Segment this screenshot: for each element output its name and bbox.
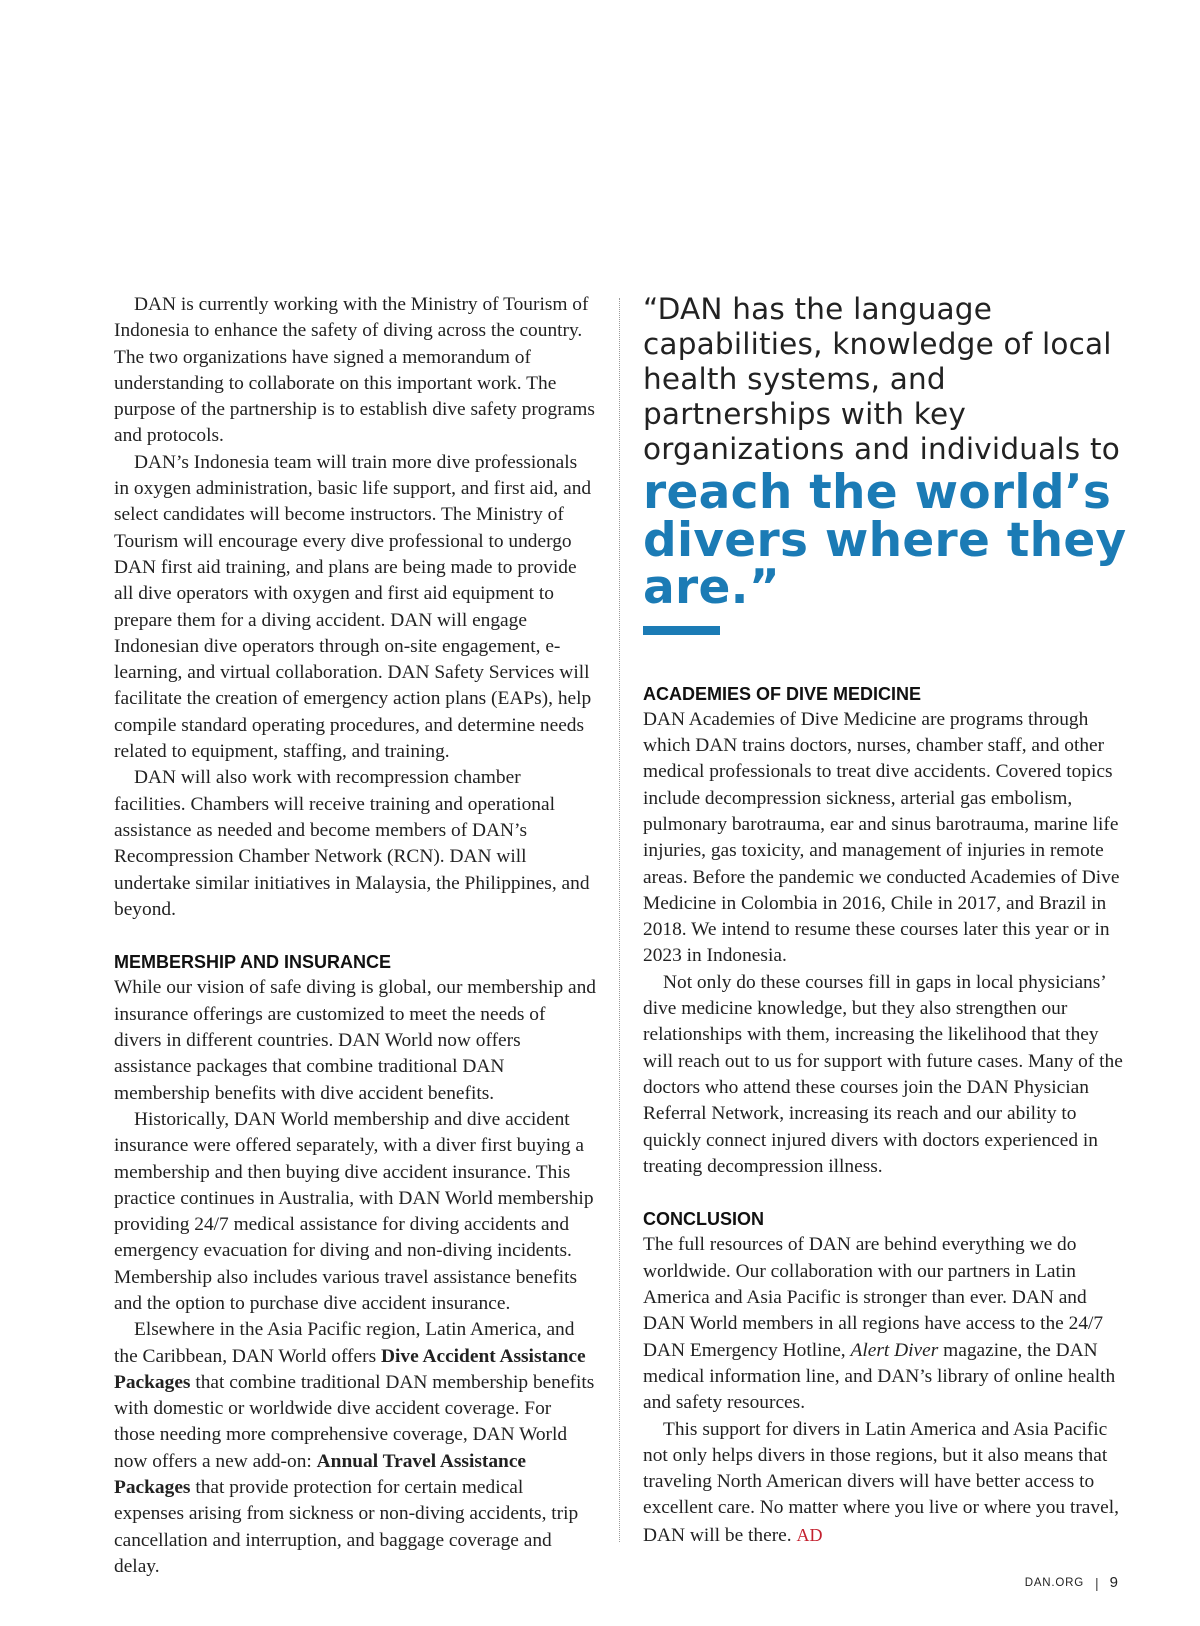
academies-heading: ACADEMIES OF DIVE MEDICINE bbox=[643, 683, 922, 704]
conclusion-heading: CONCLUSION bbox=[643, 1209, 764, 1230]
body-paragraph: DAN’s Indonesia team will train more dive professionals in oxygen administration, basic life support, and first aid, and select candidates will become instructors. The Ministry of Tourism will encourage every dive professional to undergo DAN first aid training, and plans are being made to provide all dive operators with oxygen and first aid equipment to prepare them for a diving accident. DAN will engage Indonesian dive operators through on-site engagement, e-learning, and virtual collaboration. DAN Safety Services will facilitate the creation of emergency action plans (EAPs), help compile standard operating procedures, and determine needs related to equipment, staffing, and training. bbox=[114, 451, 592, 763]
body-paragraph: While our vision of safe diving is global, our membership and insurance offerings are customized to meet the needs of divers in different countries. DAN World now offers assistance packages that combine traditional DAN membership benefits with dive accident benefits. bbox=[114, 977, 596, 1104]
page-footer bbox=[1025, 1574, 1118, 1591]
body-paragraph bbox=[643, 1417, 1128, 1549]
right-column bbox=[643, 292, 1128, 1549]
body-paragraph bbox=[643, 1232, 1128, 1416]
text-run: The full resources of DAN are behind everything we do worldwide. Our collaboration with our partners in Latin America and Asia Pacific is stronger than ever. DAN and DAN World members in all regions have access to the 24/7 DAN Emergency Hotline, bbox=[643, 1234, 1104, 1361]
text-run: that provide protection for certain medical expenses arising from sickness or non-diving accidents, trip cancellation and interruption, and baggage coverage and delay. bbox=[114, 1477, 579, 1577]
body-paragraph: Not only do these courses fill in gaps in local physicians’ dive medicine knowledge, but they also strengthen our relationships with them, increasing the likelihood that they will reach out to us for support with future cases. Many of the doctors who attend these courses join the DAN Physician Referral Network, increasing its reach and our ability to quickly connect injured divers with doctors experienced in treating decompression illness. bbox=[643, 971, 1123, 1177]
text-run: This support for divers in Latin America and Asia Pacific not only helps divers in those regions, but it also means that traveling North American divers will have better access to excellent care. No matter where you live or where you travel, DAN will be there. bbox=[643, 1418, 1119, 1546]
end-mark: AD bbox=[796, 1524, 823, 1545]
section-spacer bbox=[114, 923, 596, 949]
body-paragraph: DAN Academies of Dive Medicine are programs through which DAN trains doctors, nurses, chamber staff, and other medical professionals to treat dive accidents. Covered topics include decompression sickness, arterial gas embolism, pulmonary barotrauma, ear and sinus barotrauma, marine life injuries, gas toxicity, and management of injuries in remote areas. Before the pandemic we conducted Academies of Dive Medicine in Colombia in 2016, Chile in 2017, and Brazil in 2018. We intend to resume these courses later this year or in 2023 in Indonesia. bbox=[643, 708, 1120, 967]
pull-quote-emphasis: reach the world’s divers where they are.” bbox=[643, 465, 1127, 615]
footer-site: DAN.ORG bbox=[1024, 1576, 1085, 1589]
body-paragraph: DAN is currently working with the Ministry of Tourism of Indonesia to enhance the safety of diving across the country. The two organizations have signed a memorandum of understanding to collaborate on this important work. The purpose of the partnership is to establish dive safety programs and protocols. bbox=[114, 294, 595, 447]
section-spacer bbox=[643, 1180, 1128, 1206]
membership-heading: MEMBERSHIP AND INSURANCE bbox=[114, 952, 392, 973]
page-number: 9 bbox=[1109, 1574, 1118, 1591]
footer-separator: | bbox=[1095, 1574, 1099, 1591]
body-paragraph: Historically, DAN World membership and dive accident insurance were offered separately, with a diver first buying a membership and then buying dive accident insurance. This practice continues in Australia, with DAN World membership providing 24/7 medical assistance for diving accidents and emergency evacuation for diving and non-diving incidents. Membership also includes various travel assistance benefits and the option to purchase dive accident insurance. bbox=[114, 1108, 594, 1314]
section-spacer bbox=[643, 635, 1128, 681]
left-column bbox=[114, 292, 596, 1580]
bold-product-name: Dive Accident Assistance Packages bbox=[114, 1345, 586, 1393]
pull-quote-accent-bar bbox=[643, 626, 720, 635]
column-divider bbox=[619, 298, 620, 1542]
pull-quote-intro: “DAN has the language capabilities, knowledge of local health systems, and partnerships with key organizations and individuals to bbox=[643, 292, 1120, 466]
text-run: magazine, the DAN medical information line, and DAN’s library of online health and safety resources. bbox=[643, 1339, 1116, 1414]
bold-product-name: Annual Travel Assistance Packages bbox=[114, 1450, 527, 1499]
magazine-title: Alert Diver bbox=[850, 1339, 939, 1361]
body-paragraph: DAN will also work with recompression chamber facilities. Chambers will receive training and operational assistance as needed and become members of DAN’s Recompression Chamber Network (RCN). DAN will undertake similar initiatives in Malaysia, the Philippines, and beyond. bbox=[114, 767, 590, 920]
body-paragraph bbox=[114, 1317, 596, 1580]
text-run: that combine traditional DAN membership benefits with domestic or worldwide dive accident coverage. For those needing more comprehensive coverage, DAN World now offers a new add-on: bbox=[114, 1371, 595, 1472]
text-run: Elsewhere in the Asia Pacific region, Latin America, and the Caribbean, DAN World offers bbox=[114, 1319, 575, 1367]
